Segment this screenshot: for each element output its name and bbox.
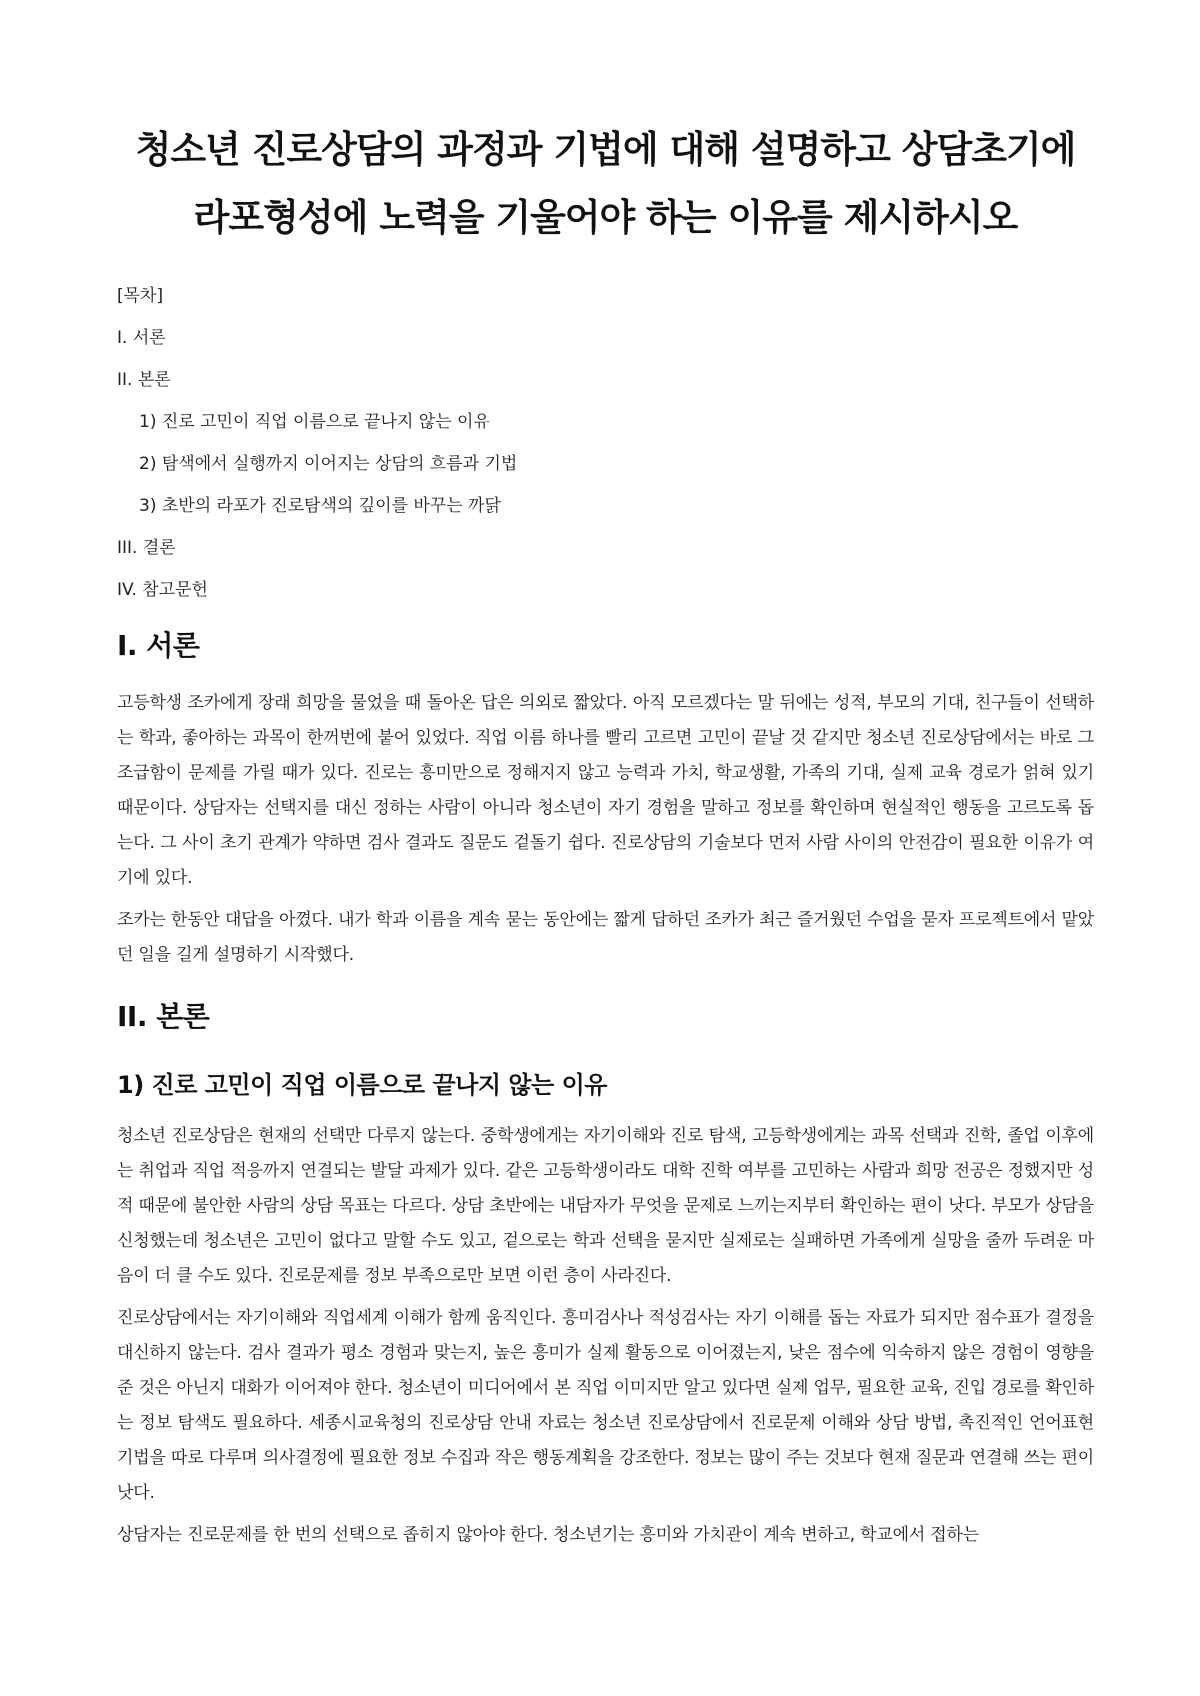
toc-item: III. 결론 — [117, 538, 176, 558]
toc-item: I. 서론 — [117, 328, 166, 348]
body-section — [117, 999, 1094, 1553]
paragraph: 상담자는 진로문제를 한 번의 선택으로 좁히지 않아야 한다. 청소년기는 흥미와 가치관이 계속 변하고, 학교에서 접하는 — [117, 1525, 979, 1545]
document-title: 청소년 진로상담의 과정과 기법에 대해 설명하고 상담초기에 라포형성에 노력을 기울어야 하는 이유를 제시하시오 — [135, 128, 1076, 239]
intro-section — [117, 628, 1094, 973]
toc-item: 1) 진로 고민이 직업 이름으로 끝나지 않는 이유 — [139, 412, 490, 432]
paragraph: 조카는 한동안 대답을 아꼈다. 내가 학과 이름을 계속 묻는 동안에는 짧게 답하던 조카가 최근 즐거웠던 수업을 묻자 프로젝트에서 맡았던 일을 길게 설명하기 시작했다. — [117, 910, 1094, 965]
toc-item: 2) 탐색에서 실행까지 이어지는 상담의 흐름과 기법 — [139, 454, 518, 474]
section-heading: I. 서론 — [117, 629, 200, 662]
paragraph: 고등학생 조카에게 장래 희망을 물었을 때 돌아온 답은 의외로 짧았다. 아직 모르겠다는 말 뒤에는 성적, 부모의 기대, 친구들이 선택하는 학과, 좋아하는 과목이 한꺼번에 붙어 있었다. 직업 이름 하나를 빨리 고르면 고민이 끝날 것 같지만 청소년 진로상담에서는 바로 그 조급함이 문제를 가릴 때가 있다. 진로는 흥미만으로 정해지지 않고 능력과 가치, 학교생활, 가족의 기대, 실제 교육 경로가 얽혀 있기 때문이다. 상담자는 선택지를 대신 정하는 사람이 아니라 청소년이 자기 경험을 말하고 정보를 확인하며 현실적인 행동을 고르도록 돕는다. 그 사이 초기 관계가 약하면 검사 결과도 질문도 겉돌기 쉽다. 진로상담의 기술보다 먼저 사람 사이의 안전감이 필요한 이유가 여기에 있다. — [117, 693, 1094, 888]
section-heading: II. 본론 — [117, 1000, 210, 1033]
toc-item: IV. 참고문헌 — [117, 580, 208, 600]
subsection-heading: 1) 진로 고민이 직업 이름으로 끝나지 않는 이유 — [117, 1071, 607, 1099]
toc-item: II. 본론 — [117, 370, 171, 390]
paragraph: 진로상담에서는 자기이해와 직업세계 이해가 함께 움직인다. 흥미검사나 적성검사는 자기 이해를 돕는 자료가 되지만 점수표가 결정을 대신하지 않는다. 검사 결과가 평소 경험과 맞는지, 높은 흥미가 실제 활동으로 이어졌는지, 낮은 점수에 익숙하지 않은 경험이 영향을 준 것은 아닌지 대화가 이어져야 한다. 청소년이 미디어에서 본 직업 이미지만 알고 있다면 실제 업무, 필요한 교육, 진입 경로를 확인하는 정보 탐색도 필요하다. 세종시교육청의 진로상담 안내 자료는 청소년 진로상담에서 진로문제 이해와 상담 방법, 촉진적인 언어표현 기법을 따로 다루며 의사결정에 필요한 정보 수집과 작은 행동계획을 강조한다. 정보는 많이 주는 것보다 현재 질문과 연결해 쓰는 편이 낫다. — [117, 1308, 1094, 1503]
toc-item: 3) 초반의 라포가 진로탐색의 깊이를 바꾸는 까닭 — [139, 496, 501, 516]
paragraph: 청소년 진로상담은 현재의 선택만 다루지 않는다. 중학생에게는 자기이해와 진로 탐색, 고등학생에게는 과목 선택과 진학, 졸업 이후에는 취업과 직업 적응까지 연결되는 발달 과제가 있다. 같은 고등학생이라도 대학 진학 여부를 고민하는 사람과 희망 전공은 정했지만 성적 때문에 불안한 사람의 상담 목표는 다르다. 상담 초반에는 내담자가 무엇을 문제로 느끼는지부터 확인하는 편이 낫다. 부모가 상담을 신청했는데 청소년은 고민이 없다고 말할 수도 있고, 겉으로는 학과 선택을 묻지만 실제로는 실패하면 가족에게 실망을 줄까 두려운 마음이 더 클 수도 있다. 진로문제를 정보 부족으로만 보면 이런 층이 사라진다. — [117, 1126, 1094, 1286]
table-of-contents — [117, 286, 1094, 600]
toc-heading: [목차] — [117, 286, 164, 306]
